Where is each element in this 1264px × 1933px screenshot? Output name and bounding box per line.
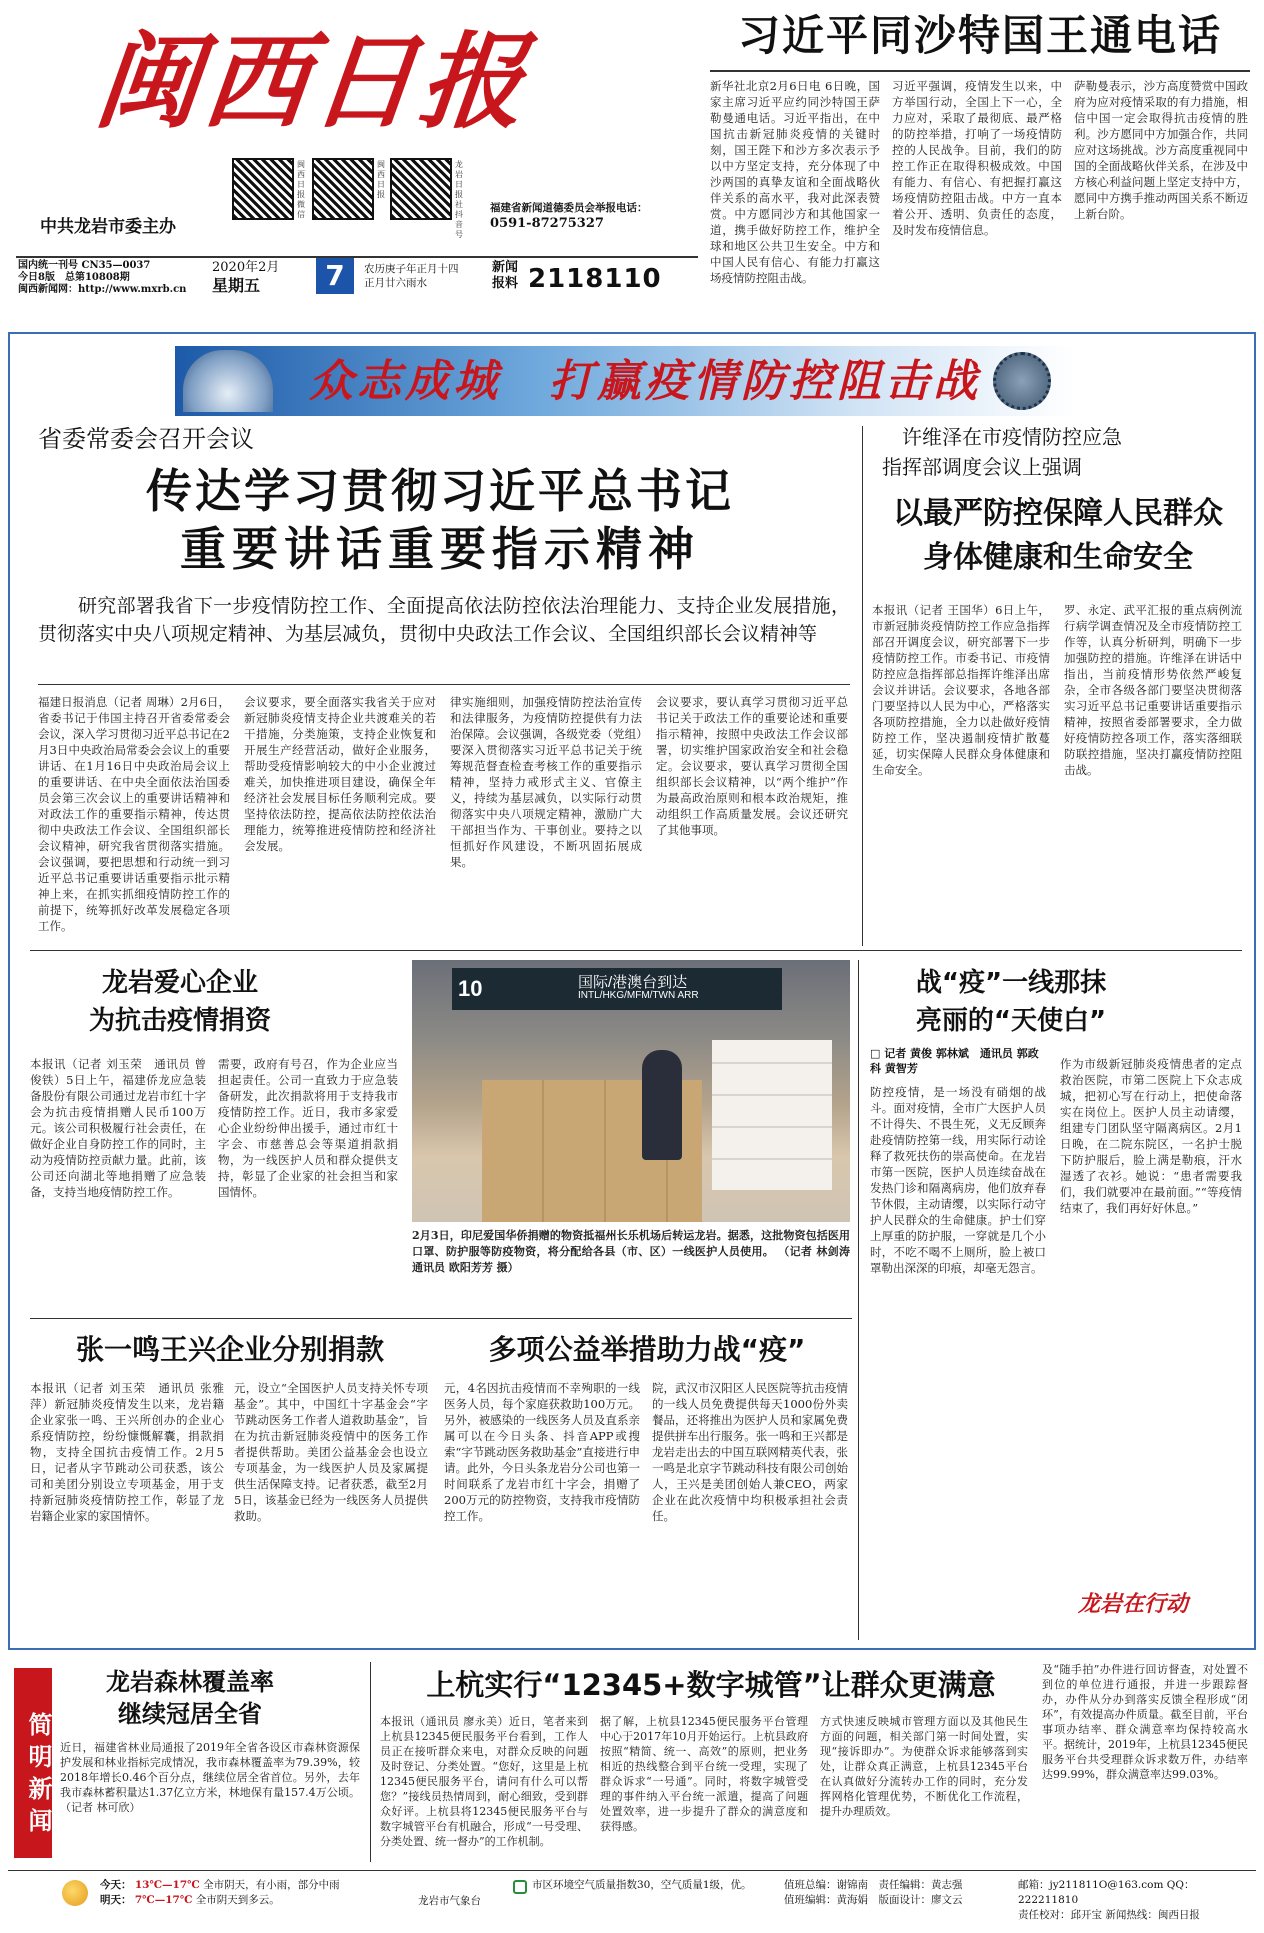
weather-source: 龙岩市气象台 <box>418 1895 481 1907</box>
top-story <box>710 0 1250 300</box>
sponsor-phone: 0591-87275327 <box>490 216 604 231</box>
newspaper-logo: 闽西日报 <box>89 20 535 143</box>
right-headline-2: 身体健康和生命安全 <box>923 540 1193 575</box>
news-photo <box>412 960 850 1222</box>
white-packages <box>712 1040 832 1190</box>
right-kicker-2: 指挥部调度会议上强调 <box>882 455 1082 479</box>
forest-credit: （记者 林可欣） <box>60 1801 141 1814</box>
website: 闽西新闻网：http://www.mxrb.cn <box>18 284 187 295</box>
donation-col1: 本报讯（记者 刘玉荣 通讯员 曾俊铁）5日上午，福建侨龙应急装备股份有限公司通过龙岩市红十字会为抗击疫情捐赠人民币100万元。该公司积极履行社会责任，在做好企业自身防控工作的同时，主动为疫情防控贡献力量。此前，该公司还向湖北等地捐赠了应急装备，支持当地疫情防控工作。 <box>30 1057 206 1199</box>
donation-headline-1: 龙岩爱心企业 <box>101 968 258 998</box>
footer <box>8 1874 1256 1928</box>
main-article <box>30 422 850 962</box>
forest-headline-1: 龙岩森林覆盖率 <box>106 1668 274 1696</box>
top-story-col3: 萨勒曼表示，沙方高度赞赏中国政府为应对疫情采取的有力措施，相信中国一定会取得抗击疫情的胜利。沙方愿同中方加强合作，共同应对这场挑战。沙方高度重视同中国的全面战略伙伴关系，在涉及中方核心利益问题上坚定支持中方，愿同中方携手推动两国关系不断迈上新台阶。 <box>1074 79 1248 221</box>
right-col2: 罗、永定、武平汇报的重点病例流行病学调查情况及全市疫情防控工作等，认真分析研判，明确下一步加强防控的措施。许维泽在讲话中指出，当前疫情形势依然严峻复杂，全市各级各部门要坚决贯彻落实习近平总书记重要讲话重要指示精神，按照省委部署要求，全力做好疫情防控各项工作，落实落细联防联控措施，坚决打赢疫情防控阻击战。 <box>1064 603 1242 777</box>
hangzhou-col2: 据了解，上杭县12345便民服务平台管理中心于2017年10月开始运行。上杭县政府按照“精简、统一、高效”的原则，把业务相近的热线整合到平台统一受理，实现了群众诉求“一号通”。同时，将数字城管受理的事件纳入平台统一派遣，提高了问题处置效率，进一步提升了群众的满意度和获得感。 <box>600 1715 808 1833</box>
forest-article <box>60 1666 360 1862</box>
public-welfare-col1: 元，4名因抗击疫情而不幸殉职的一线医务人员，每个家庭获救助100万元。另外，被感染的一线医务人员及直系亲属可以在今日头条、抖音APP或搜索“字节跳动医务救助基金”直接进行申请。此外，今日头条龙岩分公司也第一时间联系了龙岩市红十字会，捐赠了200万元的防控物资，支持我市疫情防控工作。 <box>444 1381 640 1523</box>
editor-block: 值班总编：谢锦南 责任编辑：黄志强 值班编辑：黄海娟 版面设计：廖文云 <box>784 1879 963 1906</box>
main-col4: 会议要求，要认真学习贯彻习近平总书记关于政法工作的重要论述和重要指示精神，按照中央政法工作会议部署，切实维护国家政治安全和社会稳定。会议要求，要认真学习贯彻全国组织部长会议精神，以“两个维护”作为最高政治原则和根本政治规矩，推动组织工作高质量发展。会议还研究了其他事项。 <box>656 695 848 837</box>
forest-headline-2: 继续冠居全省 <box>118 1700 262 1728</box>
banner-decoration <box>183 350 273 412</box>
zhang-col1: 本报讯（记者 刘玉荣 通讯员 张雅萍）新冠肺炎疫情发生以来，龙岩籍企业家张一鸣、王兴所创办的企业心系疫情防控，纷纷慷慨解囊，捐款捐物，支持全国抗击疫情工作。2月5日，记者从字节跳动公司获悉，该公司和美团分别设立专项基金，用于支持新冠肺炎疫情防控工作，彰显了龙岩籍企业家的家国情怀。 <box>30 1381 224 1523</box>
publisher: 中共龙岩市委主办 <box>40 217 176 236</box>
main-col3: 律实施细则，加强疫情防控法治宣传和法律服务，为疫情防控提供有力法治保障。会议强调，各级党委（党组）要深入贯彻落实习近平总书记关于统筹规范督查检查考核工作的重要指示精神，坚持力戒形式主义、官僚主义，持续为基层减负，以实际行动贯彻落实中央八项规定精神，激励广大干部担当作为、干事创业。要持之以恒抓好作风建设，不断巩固拓展成果。 <box>450 695 642 869</box>
right-article <box>872 422 1244 942</box>
right-kicker-1: 许维泽在市疫情防控应急 <box>902 425 1122 449</box>
issue-day: 7 <box>316 258 354 294</box>
zhang-col2: 元，设立“全国医护人员支持关怀专项基金”。其中，中国红十字基金会“字节跳动医务工作者人道救助基金”，旨在为抗击新冠肺炎疫情中的医务工作者提供帮助。美团公益基金会也设立专项基金，为一线医护人员及家属提供生活保障支持。记者获悉，截至2月5日，该基金已经为一线医务人员提供救助。 <box>234 1381 428 1523</box>
donation-headline-2: 为抗击疫情捐资 <box>88 1006 271 1036</box>
brief-news-label: 简明新闻 <box>14 1668 52 1858</box>
aqi-icon <box>513 1880 527 1894</box>
qr-code-3 <box>390 158 452 220</box>
hangzhou-col1: 本报讯（通讯员 廖永美）近日，笔者来到上杭县12345便民服务平台看到，工作人员正在接听群众来电，对群众反映的问题及时登记、分类处置。“您好，这里是上杭12345便民服务平台，请问有什么可以帮您？”接线员热情周到，耐心细致，受到群众好评。上杭县将12345便民服务平台与数字城管平台有机融合，形成“一号受理、分类处置、统一督办”的工作机制。 <box>380 1715 588 1848</box>
qr-label-1: 闽西日报微信 <box>297 160 305 219</box>
donation-col2: 需要，政府有号召，作为企业应当担起责任。公司一直致力于应急装备研发，此次捐款将用于支持我市疫情防控工作。近日，我市多家爱心企业纷纷伸出援手，通过市红十字会、市慈善总会等渠道捐款捐物，为一线医护人员和群众提供支持，彰显了企业家的社会担当和家国情怀。 <box>218 1057 398 1199</box>
photo-credit: （记者 林剑涛 通讯员 欧阳芳芳 摄） <box>412 1245 850 1274</box>
angels-col1: 防控疫情，是一场没有硝烟的战斗。面对疫情，全市广大医护人员不计得失、不畏生死，义无反顾奔赴疫情防控第一线，用实际行动诠释了救死扶伤的崇高使命。在龙岩市第一医院，医护人员连续奋战在发热门诊和隔离病房，他们放弃春节休假，主动请缨，以实际行动守护人民群众的生命健康。护士们穿上厚重的防护服，一穿就是几个小时，不吃不喝不上厕所，脸上被口罩勒出深深的印痕，却毫无怨言。 <box>870 1085 1046 1275</box>
arrival-sign: 10 国际/港澳台到达 INTL/HKG/MFM/TWN ARR <box>452 968 782 1010</box>
angels-tag: 龙岩在行动 <box>1078 1592 1189 1617</box>
main-col2: 会议要求，要全面落实我省关于应对新冠肺炎疫情支持企业共渡难关的若干措施，分类施策，支持企业恢复和开展生产经营活动，做好企业服务，帮助受疫情影响较大的中小企业渡过难关，加快推进项目建设，确保全年经济社会发展目标任务顺利完成。要坚持依法防控，提高依法防控依法治理能力，统筹推进疫情防控和经济社会发展。 <box>244 695 436 853</box>
right-headline-1: 以最严防控保障人民群众 <box>893 496 1223 531</box>
main-col1: 福建日报消息（记者 周琳）2月6日，省委书记于伟国主持召开省委常委会会议，深入学习贯彻习近平总书记在2月3日中央政治局常委会会议上的重要讲话、在1月16日中央政治局会议上的重要讲话、在中央全面依法治国委员会第三次会议上的重要讲话精神和对政法工作的重要指示精神，传达贯彻中央政法工作会议、全国组织部长会议精神，研究我省贯彻落实措施。会议强调，要把思想和行动统一到习近平总书记重要讲话重要指示批示精神上来，在抓实抓细疫情防控工作的前提下，统筹抓好改革发展稳定各项工作。 <box>38 695 230 933</box>
qr-label-2: 闽西日报 <box>377 160 385 199</box>
right-col1: 本报讯（记者 王国华）6日上午，市新冠肺炎疫情防控工作应急指挥部召开调度会议，研究部署下一步疫情防控工作。市委书记、市疫情防控应急指挥部总指挥许维泽出席会议并讲话。会议要求，各地各部门要坚持以人民为中心，严格落实各项防控措施，全力以赴做好疫情防控工作，坚决遏制疫情扩散蔓延，切实保障人民群众身体健康和生命安全。 <box>872 603 1050 777</box>
hangzhou-col3: 方式快速反映城市管理方面以及其他民生方面的问题，相关部门第一时间处置，实现“接诉即办”。为使群众诉求能够落到实处，让群众真正满意，上杭县12345平台在认真做好分流转办工作的同时，充分发挥网格化管理优势，不断优化工作流程，提升办理质效。 <box>820 1715 1028 1818</box>
contact-block: 邮箱：jy211811O@163.com QQ：222211810 责任校对：邱开宝 新闻热线：闽西日报 <box>1018 1879 1200 1921</box>
angels-headline-1: 战“疫”一线那抹 <box>915 968 1107 998</box>
banner <box>175 346 1075 416</box>
angels-headline-2: 亮丽的“天使白” <box>915 1006 1107 1036</box>
hangzhou-headline: 上杭实行“12345+数字城管”让群众更满意 <box>426 1668 996 1702</box>
top-story-headline: 习近平同沙特国王通电话 <box>737 11 1222 60</box>
angels-col2: 作为市级新冠肺炎疫情患者的定点救治医院，市第二医院上下众志成城，把初心写在行动上，把使命落实在岗位上。医护人员主动请缨，组建专门团队坚守隔离病区。2月1日晚，在二院东院区，一名护士脱下防护服后，脸上满是勒痕，汗水湿透了衣衫。她说：“患者需要我们，我们就要冲在最前面。”“等疫情结束了，我们再好好休息。” <box>1060 1057 1242 1215</box>
airport-photo <box>412 960 850 1222</box>
issue-info <box>16 259 706 302</box>
top-story-col1: 新华社北京2月6日电 6日晚，国家主席习近平应约同沙特国王萨勒曼通电话。习近平指出，在中国抗击新冠肺炎疫情的关键时刻，国王陛下和沙方多次表示予以中方坚定支持，充分体现了中沙两国的真挚友谊和全面战略伙伴关系的高水平，我对此深表赞赏。中方愿同沙方和其他国家一道，携手做好防控工作，维护全球和地区公共卫生安全。中方和中国人民有信心、有能力打赢这场疫情防控阻击战。 <box>710 79 880 285</box>
angels-byline: □ 记者 黄俊 郭林斌 通讯员 郭政科 黄智芳 <box>870 1047 1039 1075</box>
main-kicker: 省委常委会召开会议 <box>38 425 254 453</box>
angels-article <box>866 960 1244 1640</box>
weather-icon <box>62 1880 88 1906</box>
photo-caption: 2月3日，印尼爱国华侨捐赠的物资抵福州长乐机场后转运龙岩。据悉，这批物资包括医用口罩、防护服等防疫物资，将分配给各县（市、区）一线医护人员使用。 （记者 林剑涛 通讯员 欧阳芳芳 摄） <box>412 1229 850 1274</box>
public-welfare-headline: 多项公益举措助力战“疫” <box>488 1333 806 1366</box>
cn-number: 国内统一刊号 CN35—0037 <box>18 260 151 271</box>
qr-code-1 <box>232 158 294 220</box>
news-tip-label: 新闻 报料 <box>492 260 519 291</box>
main-headline-2: 重要讲话重要指示精神 <box>180 522 700 576</box>
forest-body: 近日，福建省林业局通报了2019年全省各设区市森林资源保护发展和林业指标完成情况，我市森林覆盖率为79.39%，较2018年增长0.46个百分点，继续位居全省首位。另外，去年我市森林蓄积量达1.37亿立方米，林地保有量157.4万公顷。（记者 林可欣） <box>60 1741 360 1814</box>
top-story-col2: 习近平强调，疫情发生以来，中方举国行动，全国上下一心，全力应对，采取了最彻底、最严格的防控举措，打响了一场疫情防控的人民战争。目前，我们的防控工作正在取得积极成效。中国有能力、有信心、有把握打赢这场疫情防控阻击战。中方一直本着公开、透明、负责任的态度，及时发布疫情信息。 <box>892 79 1062 237</box>
qr-label-3: 龙岩日报社抖音号 <box>455 160 463 239</box>
banner-text: 众志成城 打赢疫情防控阻击战 <box>309 356 981 407</box>
worker-figure <box>642 1050 682 1160</box>
zhang-headline: 张一鸣王兴企业分别捐款 <box>75 1333 384 1366</box>
public-welfare-article <box>444 1326 850 1644</box>
weather-block: 今天： 13℃—17℃ 全市阴天，有小雨，部分中雨 明天： 7℃—17℃ 全市阴天到多云。 <box>100 1879 340 1906</box>
lunar-date: 农历庚子年正月十四 正月廿六雨水 <box>364 263 459 289</box>
news-tip-phone: 2118110 <box>528 264 662 294</box>
main-headline-1: 传达学习贯彻习近平总书记 <box>146 464 734 518</box>
qr-code-2 <box>312 158 374 220</box>
main-subhead: 研究部署我省下一步疫情防控工作、全面提高依法防控依法治理能力、支持企业发展措施，贯彻落实中央八项规定精神、为基层减负，贯彻中央政法工作会议、全国组织部长会议精神等 <box>38 595 850 645</box>
zhang-article <box>30 1326 430 1644</box>
hangzhou-col4: 及“随手拍”办件进行回访督查，对处置不到位的单位进行通报，并进一步跟踪督办，办件从分办到落实反馈全程形成“闭环”，有效提高办件质量。截至目前，平台事项办结率、群众满意率均保持较高水平。据统计，2019年，上杭县12345便民服务平台共受理群众诉求数万件，办结率达99.99%，群众满意率达99.03%。 <box>1042 1663 1248 1781</box>
sponsor-line: 福建省新闻道德委员会举报电话： 0591-87275327 <box>490 200 690 232</box>
hangzhou-article <box>380 1662 1252 1862</box>
public-welfare-col2: 院，武汉市汉阳区人民医院等抗击疫情的一线人员免费提供每天1000份外卖餐品，还将推出为医护人员和家属免费提供拼车出行服务。张一鸣和王兴都是龙岩走出去的中国互联网精英代表，张一鸣是北京字节跳动科技有限公司创始人，王兴是美团创始人兼CEO，两家企业在此次疫情中均积极承担社会责任。 <box>652 1381 848 1523</box>
issue-date: 2020年2月 星期五 <box>212 260 280 295</box>
aqi-text: 市区环境空气质量指数30，空气质量1级，优。 <box>532 1879 752 1891</box>
donation-article <box>30 960 402 1306</box>
page-count: 今日8版 总第10808期 <box>18 272 130 283</box>
